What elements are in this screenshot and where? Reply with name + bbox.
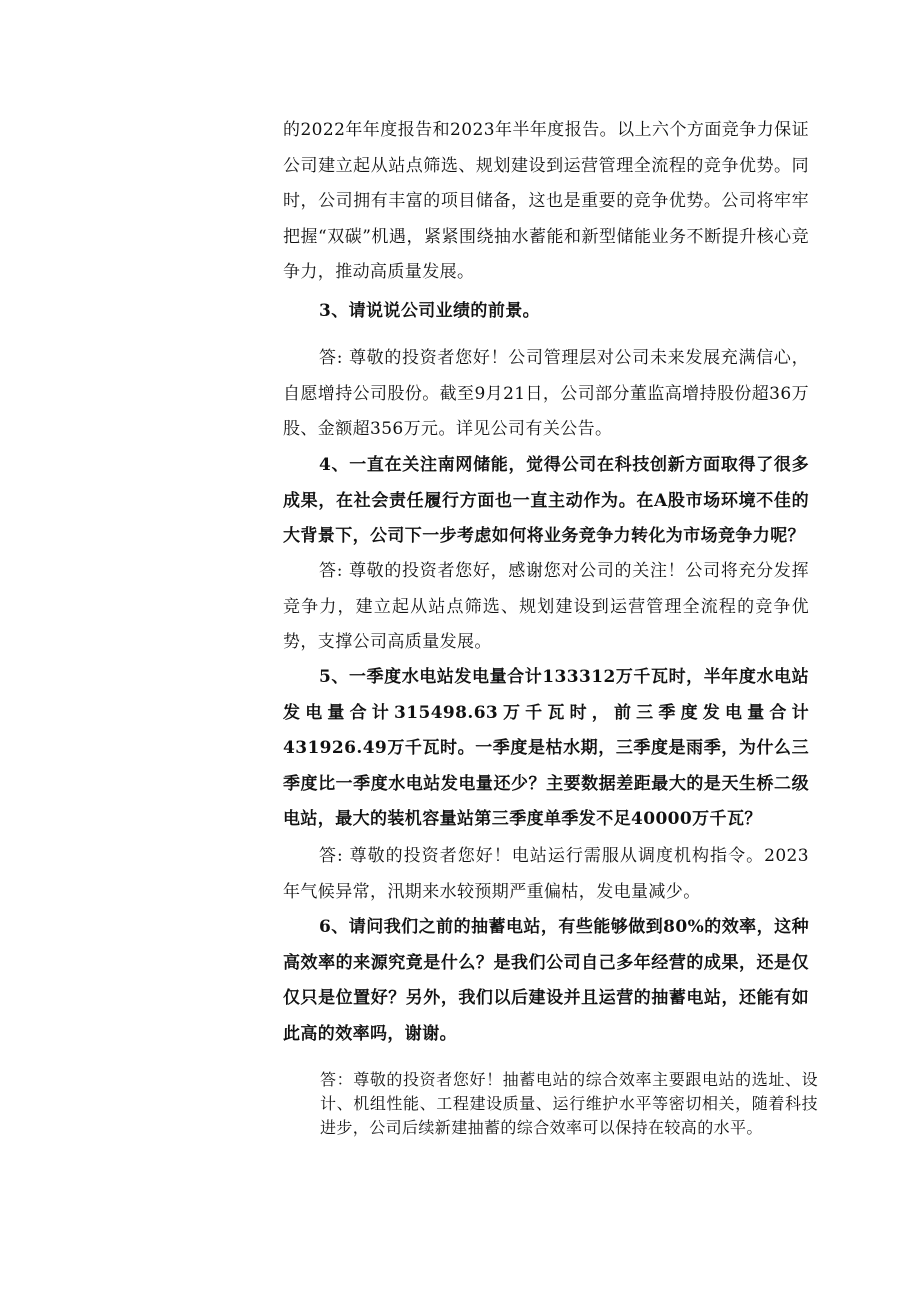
competitive-advantage-paragraph: 的2022年年度报告和2023年半年度报告。以上六个方面竞争力保证公司建立起从站点筛选、规划建设到运营管理全流程的竞争优势。同时，公司拥有丰富的项目储备，这也是重要的竞争优势。公司将牢牢把握“双碳”机遇，紧紧围绕抽水蓄能和新型储能业务不断提升核心竞争力，推动高质量发展。: [283, 120, 809, 282]
answer-6: 答：尊敬的投资者您好！抽蓄电站的综合效率主要跟电站的选址、设计、机组性能、工程建设质量、运行维护水平等密切相关，随着科技进步，公司后续新建抽蓄的综合效率可以保持在较高的水平。: [320, 1070, 818, 1137]
answer-5: 答: 尊敬的投资者您好！电站运行需服从调度机构指令。2023年气候异常，汛期来水较预期严重偏枯，发电量减少。: [283, 846, 809, 902]
question-3: 3、请说说公司业绩的前景。: [319, 301, 541, 321]
answer-3: 答: 尊敬的投资者您好！公司管理层对公司未来发展充满信心，自愿增持公司股份。截至9月21日，公司部分董监高增持股份超36万股、金额超356万元。详见公司有关公告。: [283, 348, 809, 439]
question-4: 4、一直在关注南网储能，觉得公司在科技创新方面取得了很多成果，在社会责任履行方面也一直主动作为。在A股市场环境不佳的大背景下，公司下一步考虑如何将业务竞争力转化为市场竞争力呢？: [283, 455, 809, 546]
answer-4: 答: 尊敬的投资者您好，感谢您对公司的关注！公司将充分发挥竞争力，建立起从站点筛选、规划建设到运营管理全流程的竞争优势，支撑公司高质量发展。: [283, 561, 809, 652]
question-6: 6、请问我们之前的抽蓄电站，有些能够做到80%的效率，这种高效率的来源究竟是什么？是我们公司自己多年经营的成果，还是仅仅只是位置好？另外，我们以后建设并且运营的抽蓄电站，还能有如此高的效率吗，谢谢。: [283, 917, 809, 1044]
question-5: 5、一季度水电站发电量合计133312万千瓦时，半年度水电站发电量合计315498.63万千瓦时，前三季度发电量合计431926.49万千瓦时。一季度是枯水期，三季度是雨季，为什么三季度比一季度水电站发电量还少？主要数据差距最大的是天生桥二级电站，最大的装机容量站第三季度单季发不足40000万千瓦？: [283, 667, 809, 829]
